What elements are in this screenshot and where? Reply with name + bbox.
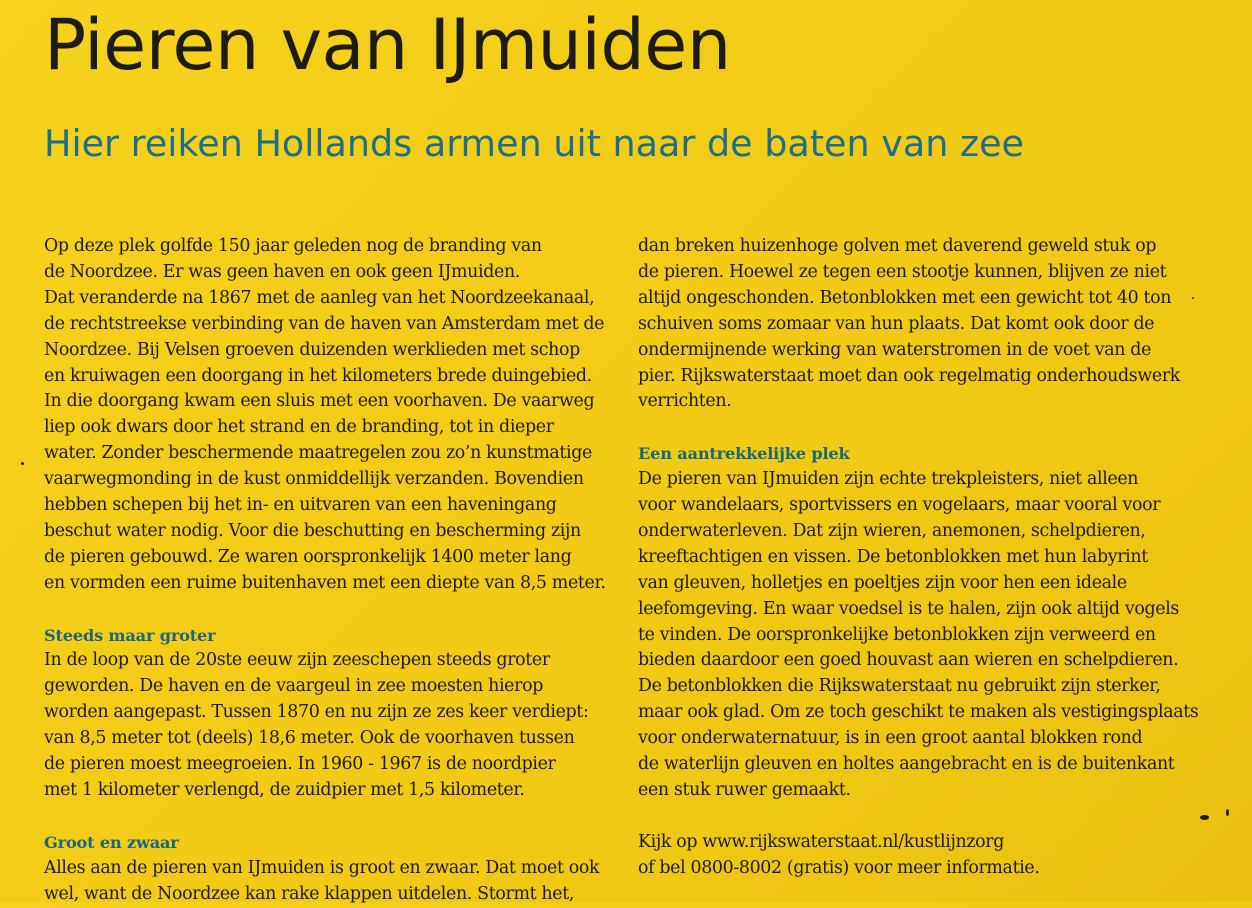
paragraph-gap	[44, 597, 619, 623]
text-line: Dat veranderde na 1867 met de aanleg van het Noordzeekanaal,	[44, 287, 595, 308]
dirt-speck	[1192, 297, 1194, 299]
text-line: en kruiwagen een doorgang in het kilometers brede duingebied.	[44, 365, 592, 386]
contact-paragraph	[638, 830, 1218, 882]
text-line: de Noordzee. Er was geen haven en ook geen IJmuiden.	[44, 261, 520, 282]
text-line: kreeftachtigen en vissen. De betonblokken met hun labyrint	[638, 546, 1148, 567]
text-line: voor wandelaars, sportvissers en vogelaars, maar vooral voor	[638, 495, 1161, 516]
dirt-speck	[1200, 815, 1209, 820]
text-line: Op deze plek golfde 150 jaar geleden nog de branding van	[44, 236, 542, 256]
heading-groot-en-zwaar: Groot en zwaar	[44, 832, 179, 852]
text-line: de rechtstreekse verbinding van de haven van Amsterdam met de	[44, 313, 605, 334]
text-line: hebben schepen bij het in- en uitvaren van een haveningang	[44, 495, 557, 516]
text-line: de pieren gebouwd. Ze waren oorspronkelijk 1400 meter lang	[44, 546, 572, 567]
heading-steeds-maar-groter: Steeds maar groter	[44, 625, 216, 645]
text-line: te vinden. De oorspronkelijke betonblokken zijn verweerd en	[638, 624, 1156, 645]
text-line: of bel 0800-8002 (gratis) voor meer informatie.	[638, 857, 1040, 878]
text-line: worden aangepast. Tussen 1870 en nu zijn ze zes keer verdiept:	[44, 702, 589, 723]
groot-en-zwaar-paragraph	[44, 856, 619, 908]
paragraph-gap	[638, 415, 1218, 441]
text-line: In de loop van de 20ste eeuw zijn zeeschepen steeds groter	[44, 650, 550, 671]
sign-title: Pieren van IJmuiden	[44, 4, 731, 86]
sign-subtitle: Hier reiken Hollands armen uit naar de baten van zee	[44, 122, 1025, 165]
text-line: In die doorgang kwam een sluis met een voorhaven. De vaarweg	[44, 391, 595, 412]
aantrekkelijke-plek-paragraph	[638, 467, 1218, 804]
text-line: Noordzee. Bij Velsen groeven duizenden werklieden met schop	[44, 339, 580, 360]
text-line: liep ook dwars door het strand en de branding, tot in dieper	[44, 417, 554, 438]
dirt-speck	[1226, 809, 1229, 816]
text-line: onderwaterleven. Dat zijn wieren, anemonen, schelpdieren,	[638, 520, 1146, 541]
text-line: en vormden een ruime buitenhaven met een diepte van 8,5 meter.	[44, 572, 606, 593]
text-line: pier. Rijkswaterstaat moet dan ook regelmatig onderhoudswerk	[638, 365, 1180, 386]
text-line: de pieren. Hoewel ze tegen een stootje kunnen, blijven ze niet	[638, 261, 1167, 282]
text-line: altijd ongeschonden. Betonblokken met een gewicht tot 40 ton	[638, 287, 1172, 308]
text-line: maar ook glad. Om ze toch geschikt te maken als vestigingsplaats	[638, 702, 1199, 723]
dirt-speck	[21, 462, 24, 465]
heading-een-aantrekkelijke-plek: Een aantrekkelijke plek	[638, 444, 850, 464]
text-line: dan breken huizenhoge golven met daverend geweld stuk op	[638, 236, 1157, 256]
text-line: van gleuven, holletjes en poeltjes zijn voor hen een ideale	[638, 572, 1127, 593]
text-line: de waterlijn gleuven en holtes aangebracht en is de buitenkant	[638, 754, 1175, 775]
text-line: Kijk op www.rijkswaterstaat.nl/kustlijnzorg	[638, 831, 1005, 852]
text-line: ondermijnende werking van waterstromen in de voet van de	[638, 339, 1152, 360]
text-line: leefomgeving. En waar voedsel is te halen, zijn ook altijd vogels	[638, 598, 1179, 619]
intro-paragraph	[44, 234, 619, 597]
text-line: De betonblokken die Rijkswaterstaat nu gebruikt zijn sterker,	[638, 676, 1161, 697]
text-line: een stuk ruwer gemaakt.	[638, 780, 851, 801]
text-line: bieden daardoor een goed houvast aan wieren en schelpdieren.	[638, 650, 1179, 671]
text-line: geworden. De haven en de vaargeul in zee moesten hierop	[44, 676, 543, 697]
text-line: de pieren moest meegroeien. In 1960 - 1967 is de noordpier	[44, 754, 556, 775]
text-line: vaarwegmonding in de kust onmiddellijk verzanden. Bovendien	[44, 469, 584, 490]
paragraph-gap	[44, 804, 619, 830]
text-line: van 8,5 meter tot (deels) 18,6 meter. Ook de voorhaven tussen	[44, 728, 575, 749]
left-text-column	[44, 234, 619, 908]
continued-paragraph	[638, 234, 1218, 415]
paragraph-gap	[638, 804, 1218, 830]
text-line: De pieren van IJmuiden zijn echte trekpleisters, niet alleen	[638, 469, 1139, 490]
text-line: met 1 kilometer verlengd, de zuidpier met 1,5 kilometer.	[44, 780, 525, 801]
right-text-column	[638, 234, 1218, 882]
text-line: schuiven soms zomaar van hun plaats. Dat komt ook door de	[638, 313, 1155, 334]
text-line: Alles aan de pieren van IJmuiden is groot en zwaar. Dat moet ook	[44, 857, 600, 878]
steeds-maar-groter-paragraph	[44, 648, 619, 803]
text-line: water. Zonder beschermende maatregelen zou zo’n kunstmatige	[44, 443, 592, 464]
text-line: voor onderwaternatuur, is in een groot aantal blokken rond	[638, 728, 1143, 749]
text-line: beschut water nodig. Voor die beschutting en bescherming zijn	[44, 520, 581, 541]
text-line: wel, want de Noordzee kan rake klappen uitdelen. Stormt het,	[44, 883, 575, 904]
text-line: verrichten.	[638, 391, 732, 412]
